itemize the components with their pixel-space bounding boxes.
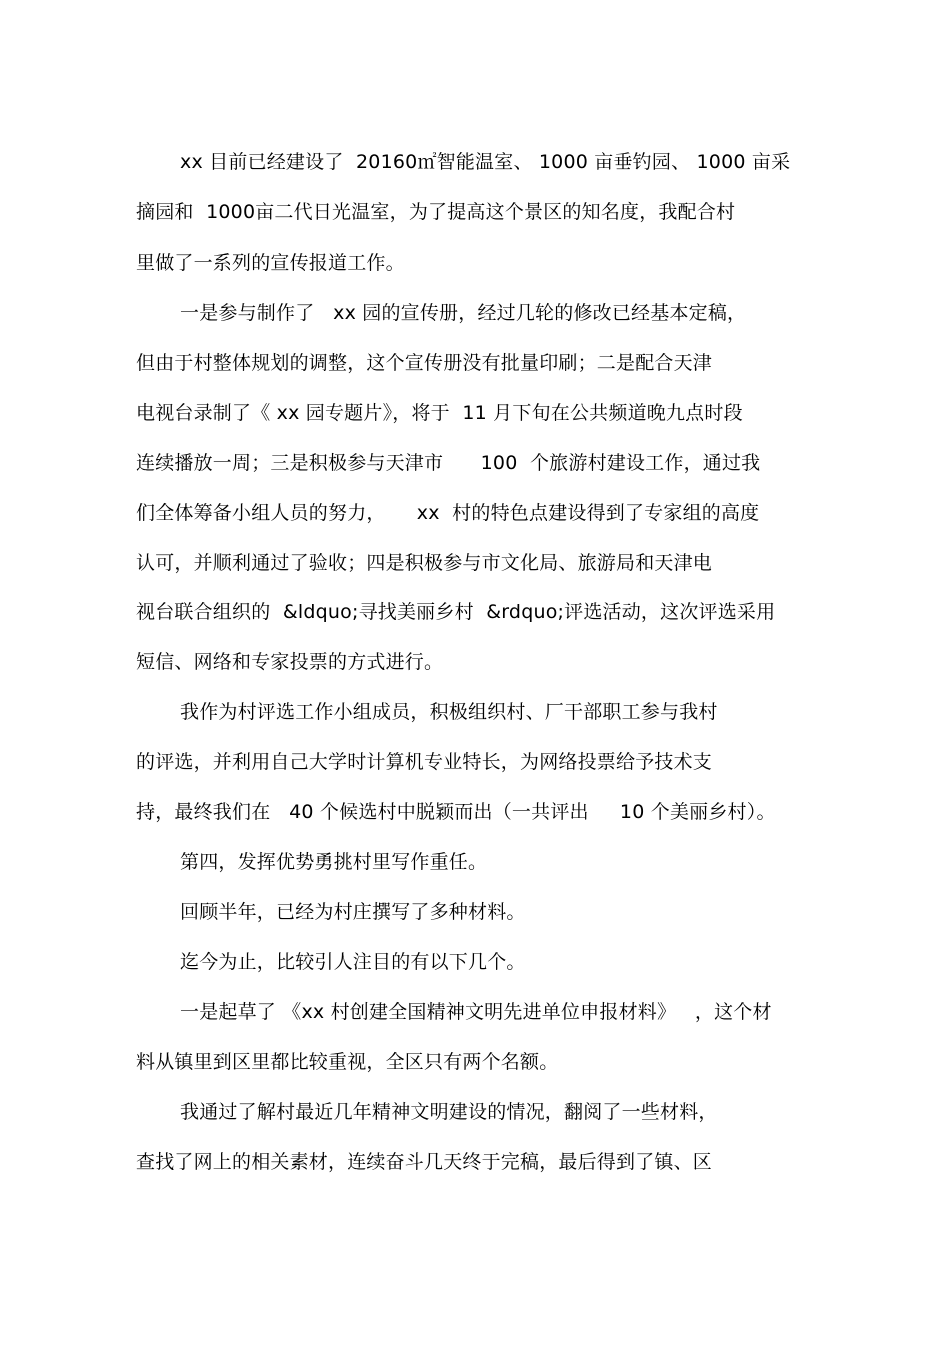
text-line: 迄今为止，比较引人注目的有以下几个。	[180, 951, 526, 973]
text-line: 视台联合组织的 &ldquo;寻找美丽乡村 &rdquo;评选活动，这次评选采用	[136, 601, 776, 623]
text-line: 第四，发挥优势勇挑村里写作重任。	[180, 851, 488, 873]
text-line: 电视台录制了《 xx 园专题片》，将于 11 月下旬在公共频道晚九点时段	[136, 402, 743, 424]
text-line: 我作为村评选工作小组成员，积极组织村、厂干部职工参与我村	[180, 701, 718, 723]
text-line: 回顾半年，已经为村庄撰写了多种材料。	[180, 901, 526, 923]
text-line: 摘园和 1000亩二代日光温室，为了提高这个景区的知名度，我配合村	[136, 201, 736, 223]
text-line: 一是参与制作了 xx 园的宣传册，经过几轮的修改已经基本定稿，	[180, 302, 747, 324]
text-line: 但由于村整体规划的调整，这个宣传册没有批量印刷；二是配合天津	[136, 352, 713, 374]
text-line: 的评选，并利用自己大学时计算机专业特长，为网络投票给予技术支	[136, 751, 713, 773]
text-line: 们全体筹备小组人员的努力， xx 村的特色点建设得到了专家组的高度	[136, 502, 760, 524]
text-line: 料从镇里到区里都比较重视，全区只有两个名额。	[136, 1051, 559, 1073]
text-line: 连续播放一周；三是积极参与天津市 100 个旅游村建设工作，通过我	[136, 452, 761, 474]
text-line: 短信、网络和专家投票的方式进行。	[136, 651, 444, 673]
text-line: 认可，并顺利通过了验收；四是积极参与市文化局、旅游局和天津电	[136, 552, 713, 574]
text-line: 里做了一系列的宣传报道工作。	[136, 252, 405, 274]
text-line: 查找了网上的相关素材，连续奋斗几天终于完稿，最后得到了镇、区	[136, 1151, 713, 1173]
text-line: 持，最终我们在 40 个候选村中脱颖而出（一共评出 10 个美丽乡村）。	[136, 801, 776, 823]
text-line: 一是起草了 《xx 村创建全国精神文明先进单位申报材料》 ，这个材	[180, 1001, 772, 1023]
text-line: xx 目前已经建设了 20160㎡智能温室、 1000 亩垂钓园、 1000 亩采	[180, 151, 791, 173]
text-line: 我通过了解村最近几年精神文明建设的情况，翻阅了一些材料，	[180, 1101, 718, 1123]
